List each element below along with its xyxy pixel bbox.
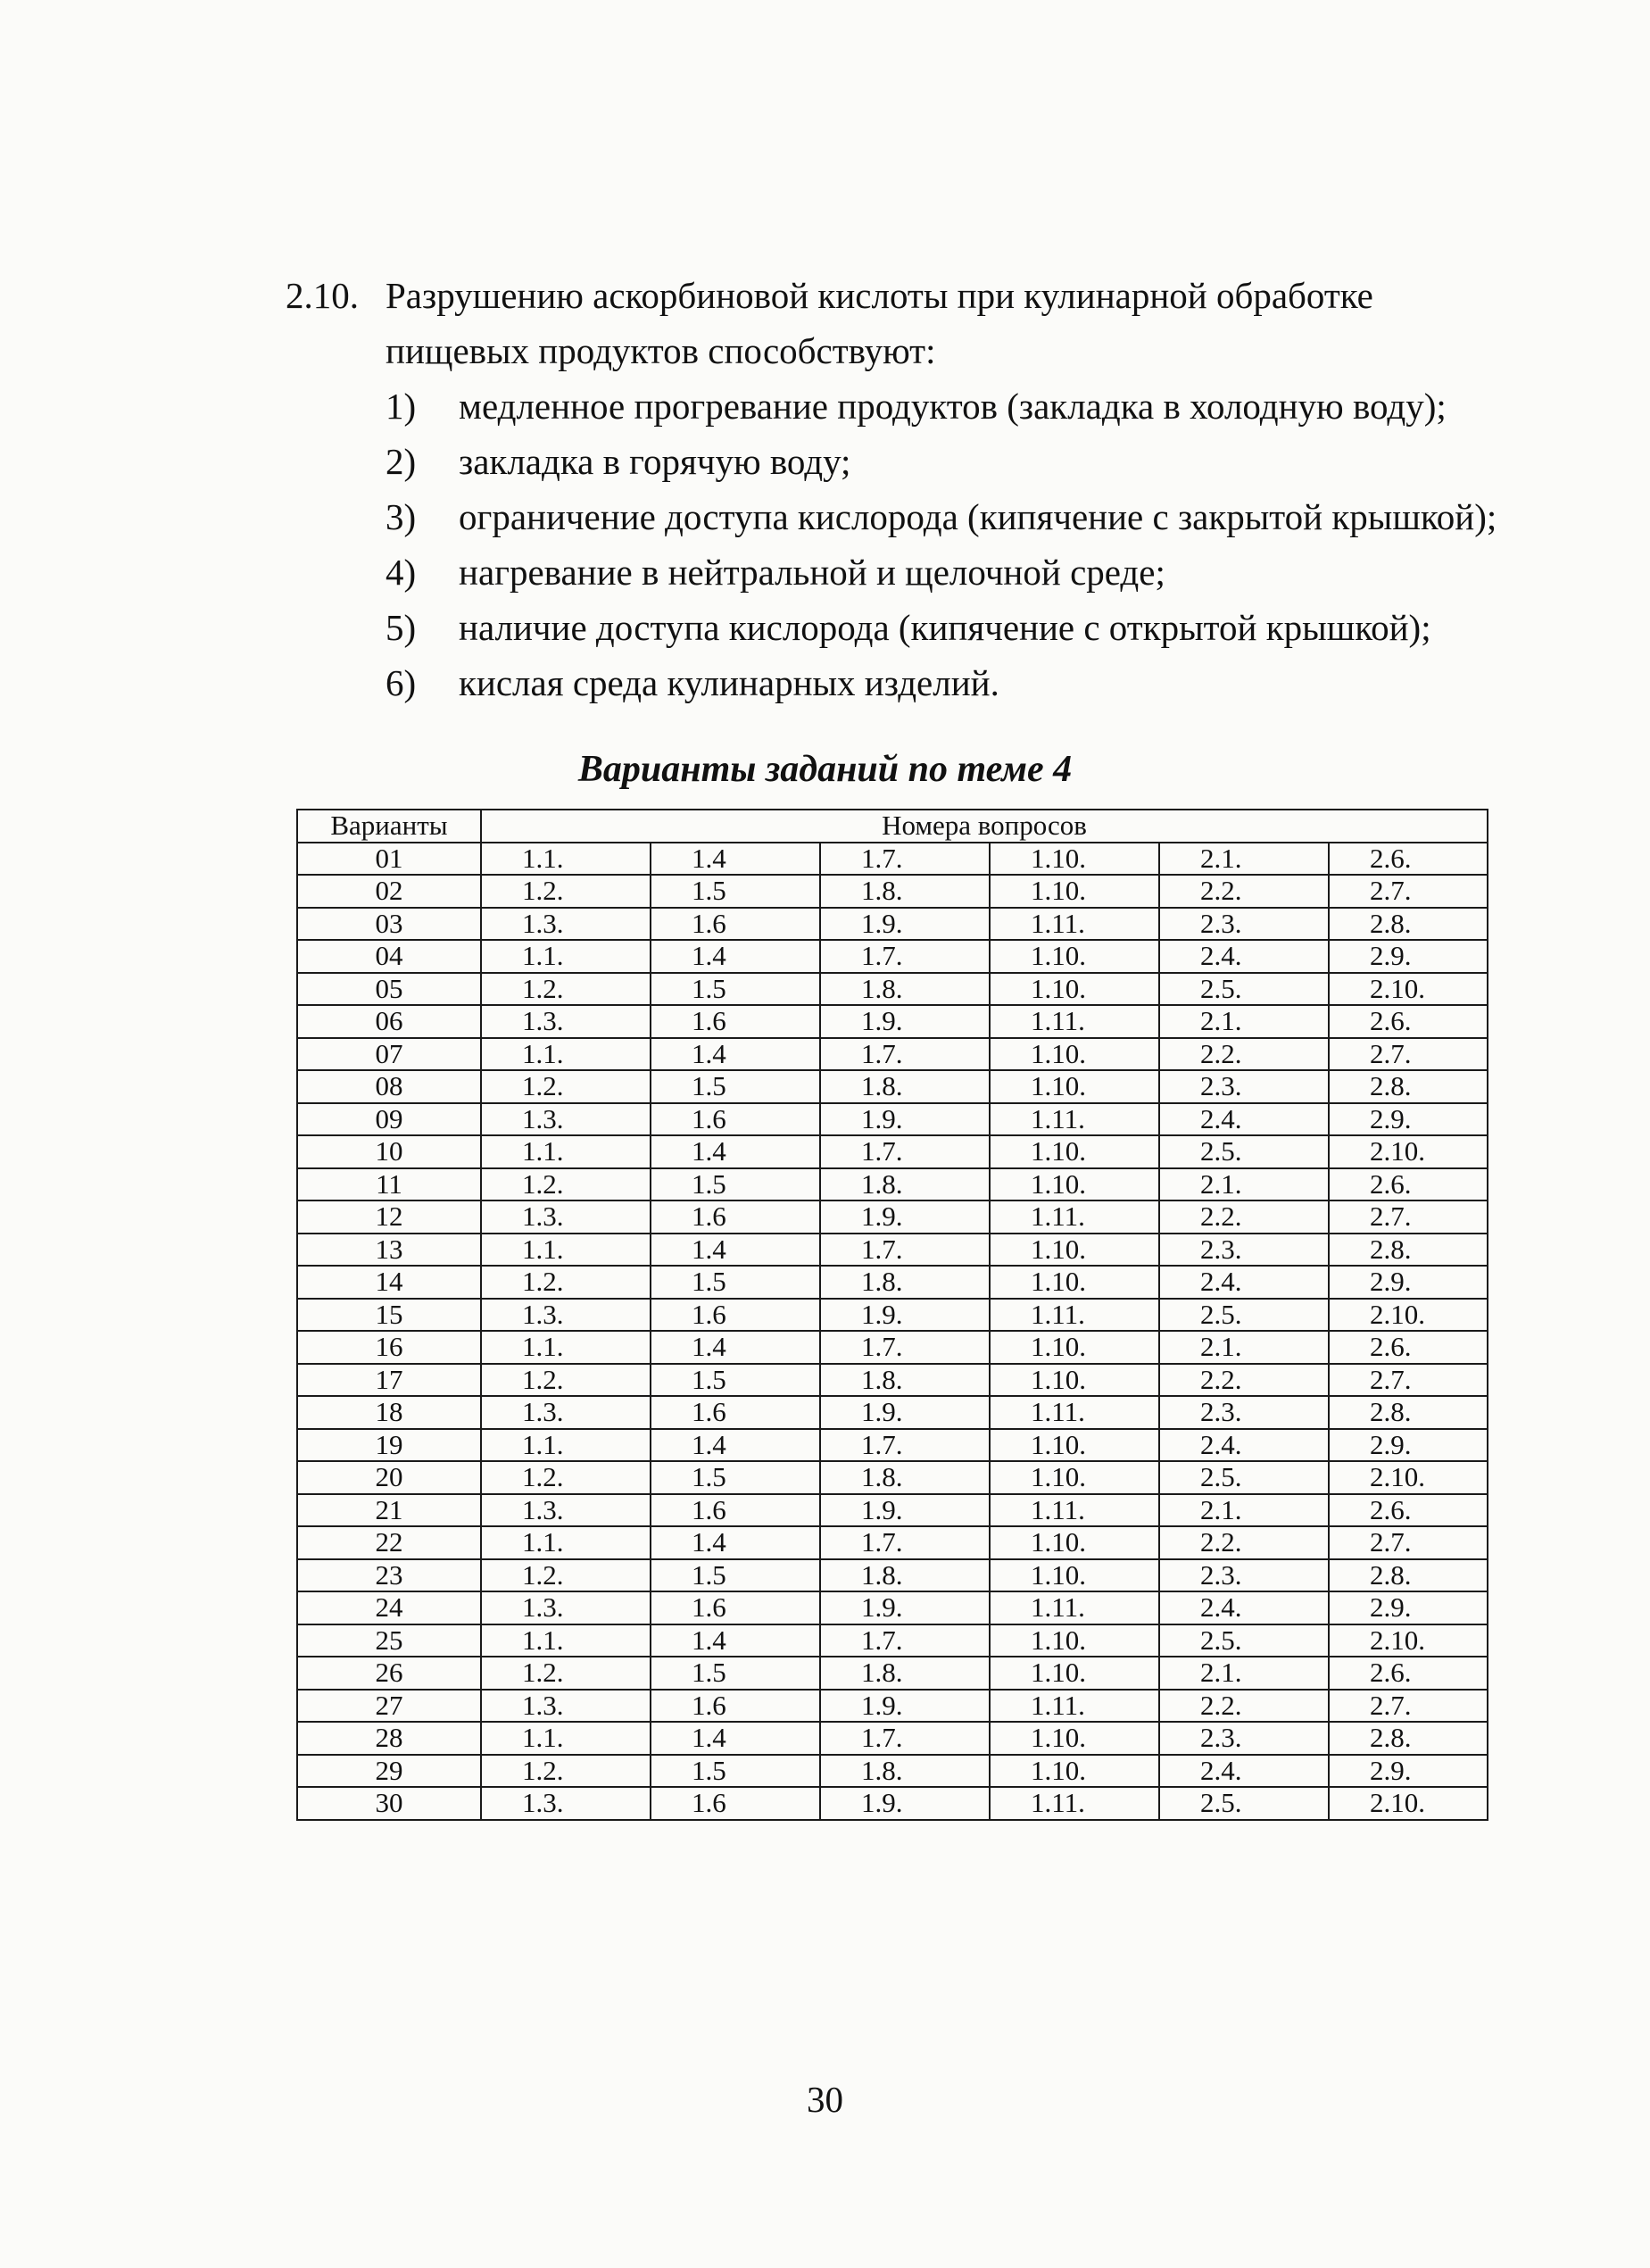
variant-number-cell: 12 (297, 1200, 481, 1234)
question-number-cell: 1.9. (820, 1494, 990, 1527)
question-number-cell: 1.8. (820, 1657, 990, 1690)
question-number-cell: 2.1. (1159, 1657, 1329, 1690)
question-number-cell: 1.5 (651, 1266, 820, 1299)
question-number-cell: 2.8. (1329, 1070, 1488, 1103)
question-number-cell: 2.8. (1329, 908, 1488, 941)
variant-number-cell: 15 (297, 1299, 481, 1332)
question-number-cell: 1.11. (990, 1690, 1159, 1723)
question-number-cell: 1.4 (651, 940, 820, 973)
question-number-cell: 1.2. (481, 1559, 651, 1592)
question-number-cell: 2.1. (1159, 1494, 1329, 1527)
options-list (386, 378, 1499, 710)
table-body (297, 843, 1488, 1820)
option-item (386, 544, 1499, 600)
option-item (386, 655, 1499, 710)
question-number-cell: 1.7. (820, 1722, 990, 1755)
question-number-cell: 2.7. (1329, 1038, 1488, 1071)
question-number-cell: 2.4. (1159, 1266, 1329, 1299)
option-text: закладка в горячую воду; (459, 441, 851, 482)
question-number-cell: 1.9. (820, 1299, 990, 1332)
variant-number-cell: 05 (297, 973, 481, 1006)
question-block (286, 268, 1499, 710)
question-number-cell: 2.10. (1329, 973, 1488, 1006)
option-text: кислая среда кулинарных изделий. (459, 662, 999, 703)
question-number-cell: 1.3. (481, 1299, 651, 1332)
question-number-cell: 2.6. (1329, 1657, 1488, 1690)
question-number-cell: 1.6 (651, 908, 820, 941)
question-number-cell: 1.1. (481, 1624, 651, 1657)
question-number-cell: 1.4 (651, 1429, 820, 1462)
question-number-cell: 1.7. (820, 1038, 990, 1071)
question-number-cell: 1.10. (990, 875, 1159, 908)
option-item (386, 434, 1499, 489)
variant-number-cell: 13 (297, 1234, 481, 1267)
question-number-cell: 2.5. (1159, 1624, 1329, 1657)
question-number-cell: 2.8. (1329, 1722, 1488, 1755)
question-number-cell: 1.4 (651, 1331, 820, 1364)
question-number-cell: 1.8. (820, 1559, 990, 1592)
question-number-cell: 2.6. (1329, 843, 1488, 876)
question-number-cell: 1.5 (651, 1461, 820, 1494)
table-row (297, 940, 1488, 973)
question-number-cell: 2.5. (1159, 1135, 1329, 1168)
question-number-cell: 1.11. (990, 1103, 1159, 1136)
variant-number-cell: 21 (297, 1494, 481, 1527)
question-number-cell: 2.3. (1159, 1070, 1329, 1103)
variant-number-cell: 02 (297, 875, 481, 908)
question-number-cell: 1.8. (820, 875, 990, 908)
question-number-cell: 2.1. (1159, 1005, 1329, 1038)
question-number-cell: 1.2. (481, 1461, 651, 1494)
variant-number-cell: 29 (297, 1755, 481, 1788)
question-number-cell: 1.11. (990, 1005, 1159, 1038)
table-row (297, 1559, 1488, 1592)
question-number-cell: 2.1. (1159, 843, 1329, 876)
question-number-cell: 1.6 (651, 1200, 820, 1234)
question-text: Разрушению аскорбиновой кислоты при кулинарной обработке пищевых продуктов способствуют: (386, 275, 1373, 371)
variant-number-cell: 24 (297, 1591, 481, 1624)
question-number-cell: 2.3. (1159, 1722, 1329, 1755)
table-row (297, 1234, 1488, 1267)
question-number-cell: 1.4 (651, 843, 820, 876)
question-number-cell: 1.3. (481, 1396, 651, 1429)
question-number-cell: 1.10. (990, 1559, 1159, 1592)
question-number-cell: 1.10. (990, 1168, 1159, 1201)
question-number-cell: 2.10. (1329, 1787, 1488, 1820)
table-row (297, 1364, 1488, 1397)
question-number-cell: 1.5 (651, 875, 820, 908)
question-number-cell: 1.5 (651, 1168, 820, 1201)
question-number-cell: 1.2. (481, 1070, 651, 1103)
table-row (297, 908, 1488, 941)
variant-number-cell: 17 (297, 1364, 481, 1397)
question-number-cell: 1.8. (820, 1168, 990, 1201)
question-number-cell: 1.5 (651, 1657, 820, 1690)
table-row (297, 1624, 1488, 1657)
variants-table (296, 809, 1488, 1821)
question-number-cell: 2.7. (1329, 1200, 1488, 1234)
question-number-cell: 2.10. (1329, 1461, 1488, 1494)
question-number-cell: 1.2. (481, 1657, 651, 1690)
question-number-cell: 1.2. (481, 1266, 651, 1299)
table-row (297, 1299, 1488, 1332)
question-number-cell: 2.7. (1329, 1690, 1488, 1723)
question-number-cell: 2.4. (1159, 1755, 1329, 1788)
option-number: 1) (386, 386, 417, 427)
question-number-cell: 1.10. (990, 1234, 1159, 1267)
question-number-cell: 1.10. (990, 1331, 1159, 1364)
question-number-cell: 2.5. (1159, 1299, 1329, 1332)
question-number-cell: 1.4 (651, 1624, 820, 1657)
question-number-cell: 1.4 (651, 1038, 820, 1071)
question-number-cell: 1.3. (481, 1591, 651, 1624)
option-number: 4) (386, 552, 417, 593)
question-number-cell: 1.5 (651, 1559, 820, 1592)
question-number-cell: 2.4. (1159, 1591, 1329, 1624)
variant-number-cell: 30 (297, 1787, 481, 1820)
question-number-cell: 1.11. (990, 1396, 1159, 1429)
variant-number-cell: 03 (297, 908, 481, 941)
question-number-cell: 1.10. (990, 1266, 1159, 1299)
question-number-cell: 1.6 (651, 1005, 820, 1038)
question-number-cell: 1.11. (990, 1787, 1159, 1820)
table-title: Варианты заданий по теме 4 (577, 749, 1073, 790)
table-row (297, 1070, 1488, 1103)
variant-number-cell: 28 (297, 1722, 481, 1755)
table-row (297, 1103, 1488, 1136)
question-number-cell: 1.10. (990, 1722, 1159, 1755)
table-row (297, 1461, 1488, 1494)
table-row (297, 1038, 1488, 1071)
question-number-cell: 1.5 (651, 973, 820, 1006)
question-number-cell: 1.10. (990, 940, 1159, 973)
question-number-cell: 1.6 (651, 1787, 820, 1820)
question-number-cell: 1.2. (481, 1755, 651, 1788)
question-number-cell: 2.9. (1329, 1755, 1488, 1788)
option-text: нагревание в нейтральной и щелочной среде; (459, 552, 1165, 593)
question-number-cell: 1.10. (990, 1070, 1159, 1103)
question-header (286, 268, 1499, 378)
question-number-cell: 1.1. (481, 1429, 651, 1462)
question-number-cell: 2.1. (1159, 1168, 1329, 1201)
question-number-cell: 2.7. (1329, 1526, 1488, 1559)
table-row (297, 1494, 1488, 1527)
variant-number-cell: 09 (297, 1103, 481, 1136)
question-number-cell: 1.10. (990, 1526, 1159, 1559)
option-number: 6) (386, 662, 417, 703)
option-item (386, 378, 1499, 434)
question-number-cell: 1.7. (820, 1331, 990, 1364)
question-number-cell: 1.10. (990, 1364, 1159, 1397)
question-number-cell: 2.2. (1159, 1038, 1329, 1071)
question-number-cell: 2.2. (1159, 1364, 1329, 1397)
question-number-cell: 1.11. (990, 908, 1159, 941)
option-item (386, 600, 1499, 655)
question-number-cell: 1.6 (651, 1396, 820, 1429)
question-number-cell: 1.1. (481, 1234, 651, 1267)
header-question-numbers: Номера вопросов (481, 810, 1488, 843)
question-number-cell: 1.10. (990, 843, 1159, 876)
variant-number-cell: 14 (297, 1266, 481, 1299)
question-number-cell: 1.4 (651, 1234, 820, 1267)
question-number-cell: 1.1. (481, 1135, 651, 1168)
question-number-cell: 1.3. (481, 908, 651, 941)
question-number-cell: 1.7. (820, 843, 990, 876)
question-number-cell: 2.2. (1159, 1200, 1329, 1234)
question-number-cell: 2.9. (1329, 1429, 1488, 1462)
question-number-cell: 2.3. (1159, 1234, 1329, 1267)
question-number-cell: 1.4 (651, 1135, 820, 1168)
variant-number-cell: 18 (297, 1396, 481, 1429)
question-number-cell: 2.9. (1329, 1591, 1488, 1624)
question-number-cell: 1.10. (990, 1038, 1159, 1071)
question-number-cell: 2.8. (1329, 1234, 1488, 1267)
question-number-cell: 2.1. (1159, 1331, 1329, 1364)
question-number-cell: 1.4 (651, 1526, 820, 1559)
question-number-cell: 1.10. (990, 1429, 1159, 1462)
table-row (297, 1526, 1488, 1559)
question-number-cell: 1.1. (481, 1526, 651, 1559)
question-number-cell: 1.10. (990, 1461, 1159, 1494)
question-number-cell: 2.5. (1159, 1787, 1329, 1820)
variant-number-cell: 20 (297, 1461, 481, 1494)
question-number-cell: 1.6 (651, 1690, 820, 1723)
option-text: наличие доступа кислорода (кипячение с открытой крышкой); (459, 607, 1431, 648)
question-number-cell: 1.7. (820, 1429, 990, 1462)
question-number-cell: 1.1. (481, 1331, 651, 1364)
question-number-cell: 2.2. (1159, 1690, 1329, 1723)
question-number-cell: 1.3. (481, 1200, 651, 1234)
question-number-cell: 1.11. (990, 1591, 1159, 1624)
variant-number-cell: 22 (297, 1526, 481, 1559)
table-row (297, 1755, 1488, 1788)
question-number-cell: 1.7. (820, 940, 990, 973)
question-number-cell: 1.5 (651, 1070, 820, 1103)
question-number-cell: 2.3. (1159, 1396, 1329, 1429)
variant-number-cell: 11 (297, 1168, 481, 1201)
question-number-cell: 2.8. (1329, 1559, 1488, 1592)
option-number: 2) (386, 441, 417, 482)
question-number-cell: 2.6. (1329, 1168, 1488, 1201)
option-text: ограничение доступа кислорода (кипячение с закрытой крышкой); (459, 496, 1497, 537)
question-number-cell: 1.9. (820, 1787, 990, 1820)
question-number-cell: 2.8. (1329, 1396, 1488, 1429)
question-number-cell: 2.2. (1159, 875, 1329, 908)
question-number-cell: 1.1. (481, 843, 651, 876)
question-number-cell: 2.5. (1159, 1461, 1329, 1494)
question-number-cell: 1.3. (481, 1690, 651, 1723)
question-number-cell: 1.11. (990, 1200, 1159, 1234)
question-number-cell: 1.3. (481, 1787, 651, 1820)
question-number-cell: 1.2. (481, 1364, 651, 1397)
table-row (297, 1657, 1488, 1690)
option-number: 5) (386, 607, 417, 648)
question-number-cell: 1.7. (820, 1526, 990, 1559)
question-number-cell: 1.11. (990, 1299, 1159, 1332)
question-number-cell: 1.6 (651, 1494, 820, 1527)
table-row (297, 875, 1488, 908)
table-row (297, 1331, 1488, 1364)
question-number: 2.10. (286, 275, 359, 316)
question-number-cell: 1.6 (651, 1591, 820, 1624)
option-number: 3) (386, 496, 417, 537)
question-number-cell: 2.2. (1159, 1526, 1329, 1559)
table-row (297, 1722, 1488, 1755)
question-number-cell: 1.3. (481, 1103, 651, 1136)
question-number-cell: 2.3. (1159, 1559, 1329, 1592)
question-number-cell: 2.6. (1329, 1494, 1488, 1527)
question-number-cell: 2.7. (1329, 1364, 1488, 1397)
question-number-cell: 1.7. (820, 1135, 990, 1168)
question-number-cell: 1.7. (820, 1234, 990, 1267)
question-number-cell: 2.4. (1159, 1429, 1329, 1462)
question-number-cell: 2.7. (1329, 875, 1488, 908)
question-number-cell: 1.2. (481, 875, 651, 908)
option-text: медленное прогревание продуктов (закладка в холодную воду); (459, 386, 1447, 427)
question-number-cell: 1.10. (990, 973, 1159, 1006)
question-number-cell: 2.10. (1329, 1135, 1488, 1168)
variant-number-cell: 10 (297, 1135, 481, 1168)
question-number-cell: 1.8. (820, 1461, 990, 1494)
question-number-cell: 2.4. (1159, 1103, 1329, 1136)
question-number-cell: 2.3. (1159, 908, 1329, 941)
question-number-cell: 2.9. (1329, 940, 1488, 973)
table-row (297, 1396, 1488, 1429)
header-variants: Варианты (297, 810, 481, 843)
question-number-cell: 2.5. (1159, 973, 1329, 1006)
variant-number-cell: 27 (297, 1690, 481, 1723)
question-number-cell: 2.10. (1329, 1624, 1488, 1657)
question-number-cell: 1.3. (481, 1494, 651, 1527)
question-number-cell: 1.6 (651, 1103, 820, 1136)
question-number-cell: 1.9. (820, 1005, 990, 1038)
question-number-cell: 1.8. (820, 1070, 990, 1103)
question-number-cell: 1.3. (481, 1005, 651, 1038)
table-row (297, 1005, 1488, 1038)
table-row (297, 1266, 1488, 1299)
table-row (297, 973, 1488, 1006)
table-header-row (297, 810, 1488, 843)
table-row (297, 1429, 1488, 1462)
question-number-cell: 1.10. (990, 1755, 1159, 1788)
question-number-cell: 1.9. (820, 1103, 990, 1136)
question-number-cell: 1.8. (820, 1266, 990, 1299)
variant-number-cell: 19 (297, 1429, 481, 1462)
option-item (386, 489, 1499, 544)
table-row (297, 1591, 1488, 1624)
question-number-cell: 1.9. (820, 908, 990, 941)
question-number-cell: 2.6. (1329, 1331, 1488, 1364)
variant-number-cell: 04 (297, 940, 481, 973)
question-number-cell: 1.1. (481, 940, 651, 973)
question-number-cell: 1.10. (990, 1624, 1159, 1657)
question-number-cell: 1.2. (481, 973, 651, 1006)
variant-number-cell: 08 (297, 1070, 481, 1103)
table-row (297, 1168, 1488, 1201)
table-row (297, 1135, 1488, 1168)
question-number-cell: 1.5 (651, 1364, 820, 1397)
variant-number-cell: 25 (297, 1624, 481, 1657)
question-number-cell: 2.4. (1159, 940, 1329, 973)
question-number-cell: 2.6. (1329, 1005, 1488, 1038)
table-row (297, 1200, 1488, 1234)
table-row (297, 1690, 1488, 1723)
question-number-cell: 1.11. (990, 1494, 1159, 1527)
question-number-cell: 1.9. (820, 1591, 990, 1624)
question-number-cell: 1.4 (651, 1722, 820, 1755)
question-number-cell: 2.9. (1329, 1103, 1488, 1136)
question-number-cell: 1.7. (820, 1624, 990, 1657)
question-number-cell: 1.10. (990, 1657, 1159, 1690)
question-number-cell: 1.9. (820, 1690, 990, 1723)
table-row (297, 843, 1488, 876)
question-number-cell: 1.8. (820, 973, 990, 1006)
variant-number-cell: 01 (297, 843, 481, 876)
question-number-cell: 1.5 (651, 1755, 820, 1788)
variant-number-cell: 06 (297, 1005, 481, 1038)
question-number-cell: 1.1. (481, 1038, 651, 1071)
question-number-cell: 1.8. (820, 1364, 990, 1397)
question-number-cell: 1.1. (481, 1722, 651, 1755)
table-row (297, 1787, 1488, 1820)
question-number-cell: 1.9. (820, 1396, 990, 1429)
variant-number-cell: 23 (297, 1559, 481, 1592)
question-number-cell: 2.9. (1329, 1266, 1488, 1299)
variant-number-cell: 16 (297, 1331, 481, 1364)
page-number: 30 (807, 2079, 843, 2120)
question-number-cell: 2.10. (1329, 1299, 1488, 1332)
variant-number-cell: 26 (297, 1657, 481, 1690)
question-number-cell: 1.9. (820, 1200, 990, 1234)
question-number-cell: 1.2. (481, 1168, 651, 1201)
question-number-cell: 1.8. (820, 1755, 990, 1788)
variant-number-cell: 07 (297, 1038, 481, 1071)
question-number-cell: 1.10. (990, 1135, 1159, 1168)
question-number-cell: 1.6 (651, 1299, 820, 1332)
